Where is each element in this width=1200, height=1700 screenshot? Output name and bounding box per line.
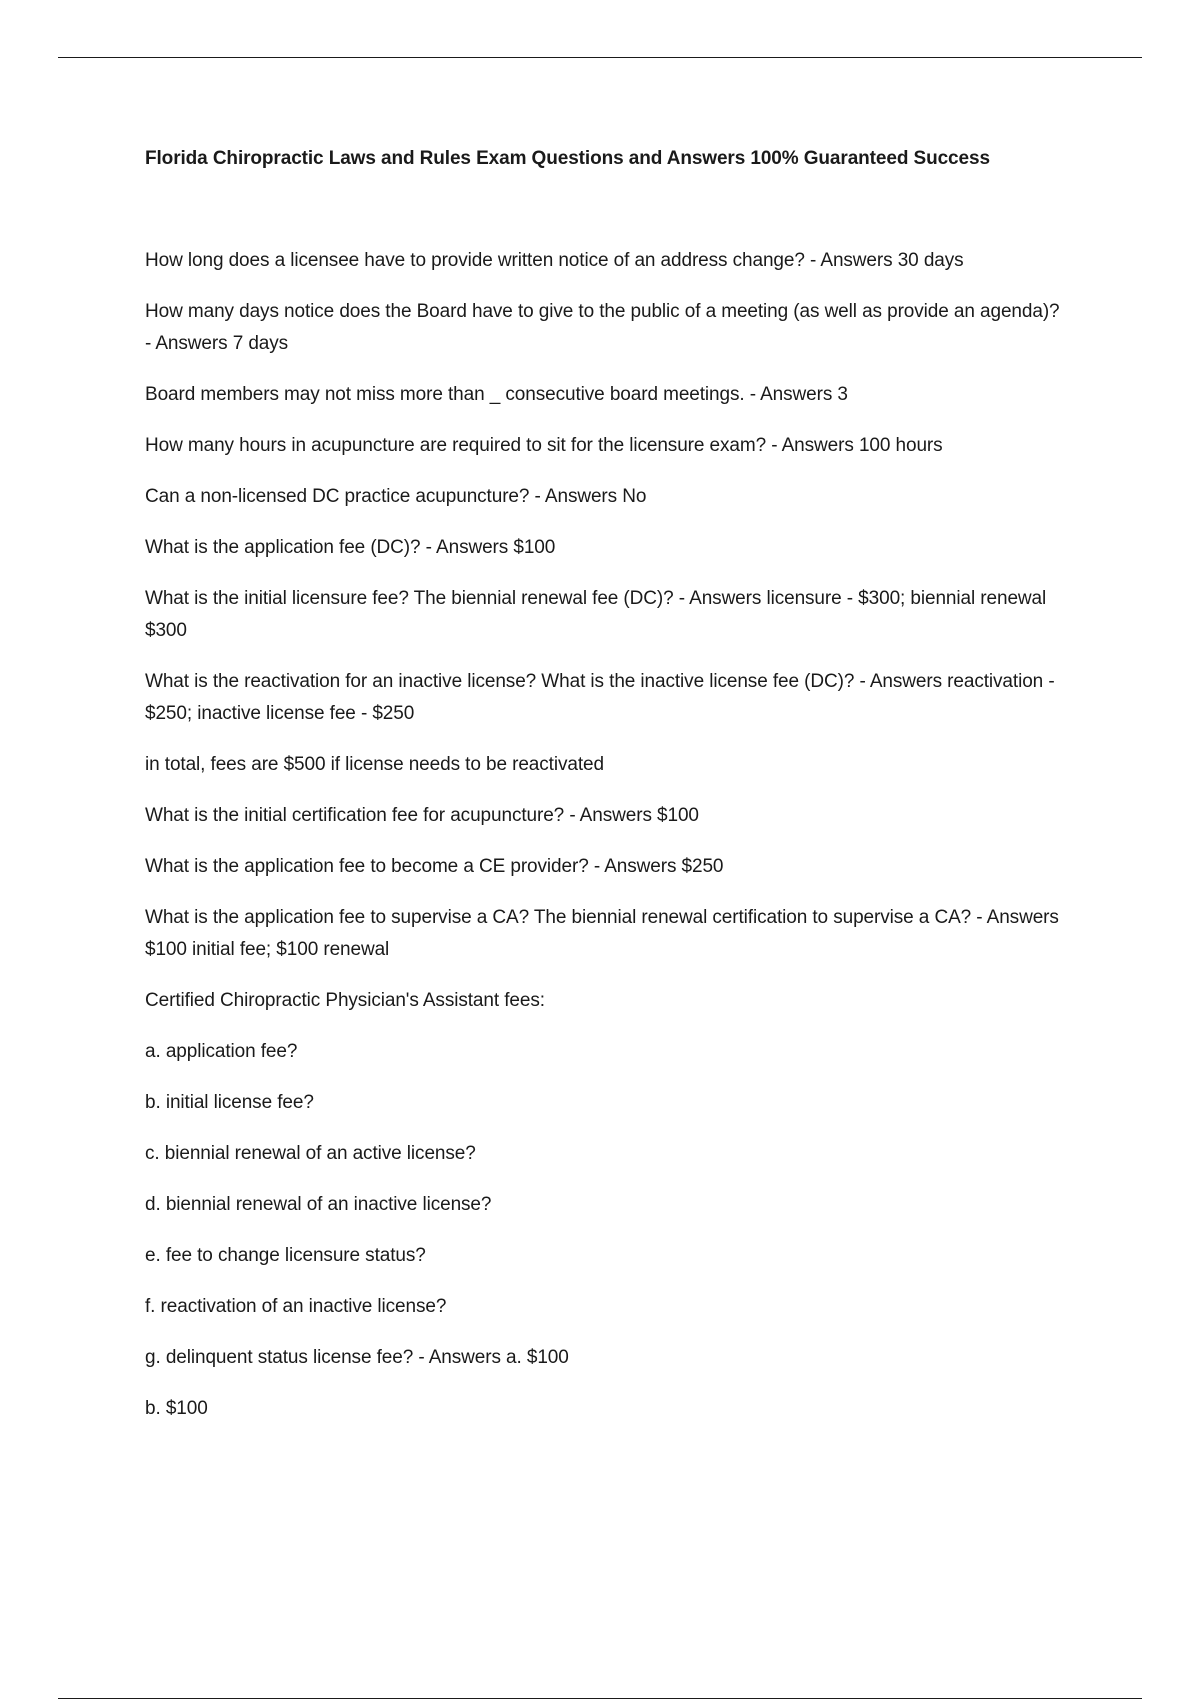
qa-list-item: b. $100 <box>145 1398 208 1419</box>
qa-paragraph: Board members may not miss more than _ consecutive board meetings. - Answers 3 <box>145 384 848 405</box>
qa-paragraph: Can a non-licensed DC practice acupuncture? - Answers No <box>145 486 647 507</box>
qa-paragraph: What is the application fee (DC)? - Answers $100 <box>145 537 556 558</box>
document-page <box>145 145 1065 1444</box>
qa-list-item: b. initial license fee? <box>145 1092 314 1113</box>
qa-paragraph: What is the application fee to supervise a CA? The biennial renewal certification to supervise a CA? - Answers $100 initial fee; $100 renewal <box>145 907 1059 960</box>
qa-list-item: e. fee to change licensure status? <box>145 1245 426 1266</box>
header-rule <box>58 57 1142 58</box>
qa-list-item: g. delinquent status license fee? - Answers a. $100 <box>145 1347 569 1368</box>
qa-list-item: f. reactivation of an inactive license? <box>145 1296 447 1317</box>
qa-paragraph: in total, fees are $500 if license needs to be reactivated <box>145 754 604 775</box>
qa-paragraph: Certified Chiropractic Physician's Assistant fees: <box>145 990 545 1011</box>
qa-list-item: d. biennial renewal of an inactive license? <box>145 1194 492 1215</box>
qa-paragraph: What is the application fee to become a CE provider? - Answers $250 <box>145 856 724 877</box>
qa-paragraph: How many days notice does the Board have to give to the public of a meeting (as well as provide an agenda)? - Answers 7 days <box>145 301 1060 354</box>
document-body <box>145 245 1065 1425</box>
qa-paragraph: How many hours in acupuncture are required to sit for the licensure exam? - Answers 100 hours <box>145 435 943 456</box>
qa-paragraph: What is the reactivation for an inactive license? What is the inactive license fee (DC)? - Answers reactivation - $250; inactive license fee - $250 <box>145 671 1055 724</box>
document-title: Florida Chiropractic Laws and Rules Exam Questions and Answers 100% Guaranteed Success <box>145 148 990 169</box>
qa-paragraph: How long does a licensee have to provide written notice of an address change? - Answers 30 days <box>145 250 964 271</box>
footer-rule <box>58 1698 1142 1699</box>
qa-list-item: c. biennial renewal of an active license? <box>145 1143 476 1164</box>
qa-paragraph: What is the initial certification fee for acupuncture? - Answers $100 <box>145 805 699 826</box>
qa-paragraph: What is the initial licensure fee? The biennial renewal fee (DC)? - Answers licensure - $300; biennial renewal $300 <box>145 588 1047 641</box>
qa-list-item: a. application fee? <box>145 1041 298 1062</box>
